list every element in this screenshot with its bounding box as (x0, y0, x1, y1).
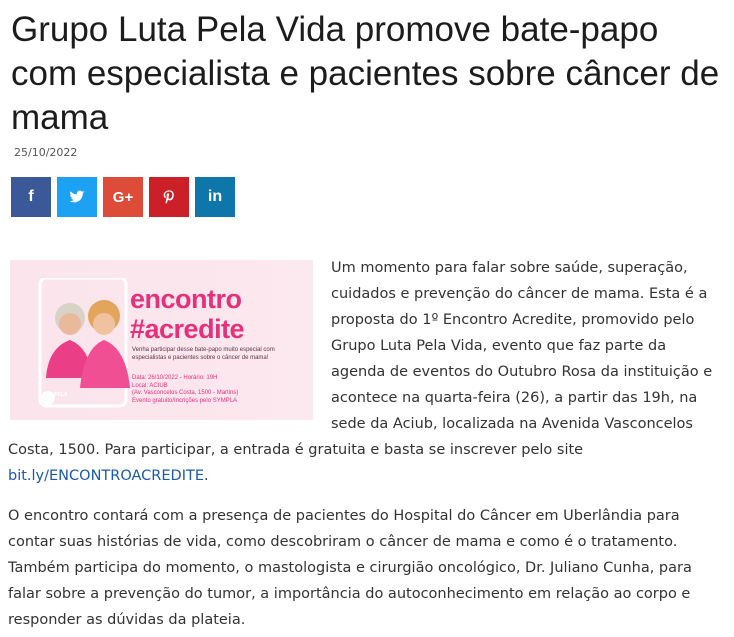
promo-logo (40, 392, 68, 404)
googleplus-share-button[interactable] (103, 177, 143, 217)
article-body (8, 255, 720, 633)
paragraph-1-end: . (204, 468, 209, 484)
promo-event-details (132, 375, 302, 405)
promo-date-line: Data: 26/10/2022 - Horário: 19H (132, 375, 218, 381)
twitter-icon (69, 189, 85, 205)
linkedin-icon: in (207, 188, 223, 205)
promo-logo-line1: LUTA PELA (40, 392, 68, 398)
article-paragraph-2: O encontro contará com a presença de pacientes do Hospital do Câncer em Uberlândia para contar suas histórias de vida, como descobriram o câncer de mama e como é o tratamento. Também participa do momento, o mastologista e cirurgião oncológico, Dr. Juliano Cunha, para falar sobre a prevenção do tumor, a importância do autoconhecimento em relação ao corpo e responder as dúvidas da plateia. (8, 508, 692, 628)
promo-image (10, 260, 313, 420)
article-title: Grupo Luta Pela Vida promove bate-papo com especialista e pacientes sobre câncer de mama (11, 10, 720, 137)
pinterest-share-button[interactable] (149, 177, 189, 217)
twitter-share-button[interactable] (57, 177, 97, 217)
promo-headline-line2: #acredite (130, 314, 245, 344)
pinterest-icon (161, 189, 177, 205)
linkedin-share-button[interactable] (195, 177, 235, 217)
article-date: 25/10/2022 (14, 146, 78, 159)
googleplus-icon: G+ (112, 188, 134, 206)
event-registration-link[interactable]: bit.ly/ENCONTROACREDITE (8, 468, 204, 484)
promo-free-line: Evento gratuito/Incrições pelo SYMPLA (132, 397, 238, 404)
promo-logo-line2: VIDA (40, 398, 52, 404)
promo-address-line: (Av. Vasconcelos Costa, 1500 - Martins) (132, 390, 239, 396)
facebook-share-button[interactable] (11, 177, 51, 217)
promo-headline (130, 284, 244, 344)
promo-invite-text: Venha participar desse bate-papo muito especial com especialistas e pacientes sobre o câncer de mama! (132, 347, 275, 361)
facebook-icon: f (28, 188, 34, 205)
paragraph-1-text: Um momento para falar sobre saúde, superação, cuidados e prevenção do câncer de mama. Esta é a proposta do 1º Encontro Acredite, promovido pelo Grupo Luta Pela Vida, evento que faz parte da agenda de eventos do Outubro Rosa da instituição e acontece na quarta-feira (26), a partir das 19h, na sede da Aciub, localizada na Avenida Vasconcelos Costa, 1500. Para participar, a entrada é gratuita e basta se inscrever pelo site (8, 260, 713, 458)
promo-local-line: Local: ACIUB (132, 382, 168, 389)
share-buttons (11, 177, 235, 217)
promo-headline-line1: encontro (130, 284, 242, 314)
